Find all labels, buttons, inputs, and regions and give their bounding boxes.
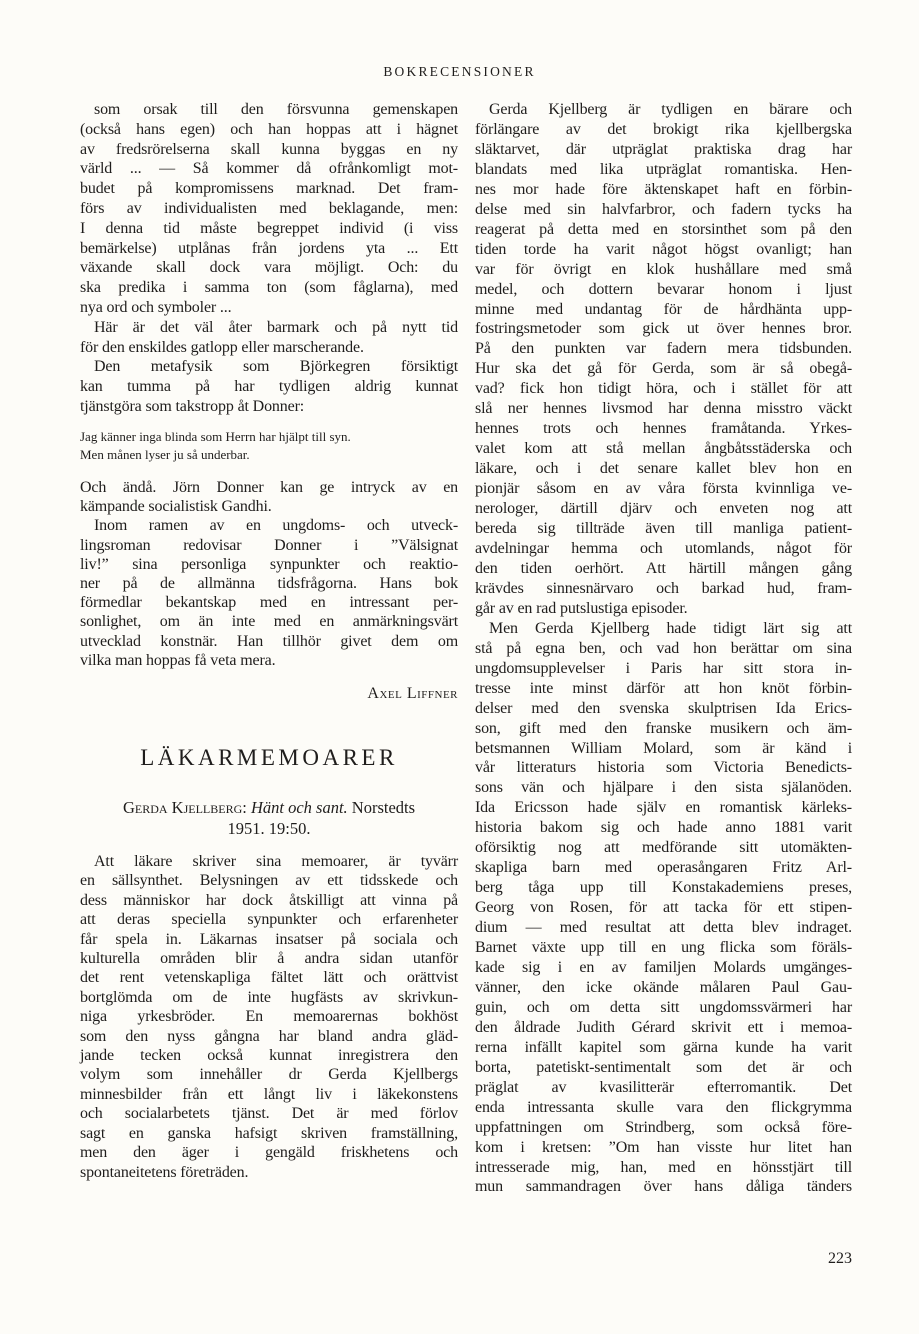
text-line: rerna infällt kapitel som gärna kunde ha varit	[475, 1038, 852, 1056]
text-line: ner på de allmänna tidsfrågorna. Hans bok	[80, 575, 458, 593]
citation-title: Hänt och sant.	[250, 798, 348, 817]
text-line: bemärkelse) utplånas från jordens yta ... Ett	[80, 239, 458, 257]
text-line: Inom ramen av en ungdoms- och utveck-	[94, 517, 458, 535]
text-line: släktarvet, där utpräglat praktiska drag har	[475, 140, 852, 158]
citation-publisher: Norstedts	[351, 798, 416, 817]
text-line: kulturella områden blir å andra sidan utanför	[80, 950, 458, 968]
text-line: reagerat på detta med en storsinthet som på den	[475, 220, 852, 238]
text-line: kan tumma på har tydligen aldrig kunnat	[80, 378, 458, 396]
text-line: mun sammandragen över hans dåliga tänders	[475, 1178, 852, 1196]
text-line: På den punkten var fadern mera tidsbunden.	[475, 340, 852, 358]
text-line: nes mor hade före äktenskapet haft en förbin-	[475, 180, 852, 198]
text-line: bereda sig tillträde även till manliga patient-	[475, 520, 852, 538]
text-line: enda intressanta skulle vara den flickgrymma	[475, 1098, 852, 1116]
text-line: pionjär såsom en av våra första kvinnliga ve-	[475, 480, 852, 498]
text-line: vad? fick hon tidigt höra, och i stället för att	[475, 380, 852, 398]
book-citation	[80, 797, 458, 839]
text-line: förlängare av det brokigt rika kjellbergska	[475, 120, 852, 138]
body-text-block	[80, 852, 458, 1182]
text-line: jande tecken också kunnat inregistrera den	[80, 1047, 458, 1065]
running-head: BOKRECENSIONER	[383, 64, 536, 79]
text-line: fostringsmetoder som gick ut över hennes bror.	[475, 320, 852, 338]
text-line: utvecklad konstnär. Han tillhör givet dem om	[80, 632, 458, 650]
text-line: var för övrigt en klok hushållare med små	[475, 260, 852, 278]
text-line: hennes trots och hennes framåtanda. Yrkes-	[475, 420, 852, 438]
text-line: ungdomsupplevelser i Paris har sitt stora in-	[475, 659, 852, 677]
text-line: vilka man hoppas få veta mera.	[80, 651, 276, 669]
text-line: sagt en ganska hafsigt skriven framställning,	[80, 1124, 458, 1142]
text-line: växande skall dock vara möjligt. Och: du	[80, 259, 458, 277]
text-line: valet kom att stå mellan ångbåtsstäderska och	[475, 440, 852, 458]
citation-year-price: 1951. 19:50.	[227, 819, 311, 838]
text-line: att deras speciella synpunkter och erfarenheter	[80, 911, 458, 929]
text-line: går av en rad putslustiga episoder.	[475, 599, 688, 617]
text-line: dium — med resultat att detta blev indraget.	[475, 919, 852, 937]
text-line: Men månen lyser ju så underbar.	[80, 447, 250, 462]
text-line: det rent vetenskapliga fältet lätt och orättvist	[80, 969, 458, 987]
text-line: Ida Ericsson hade själv en romantisk kärleks-	[475, 799, 852, 817]
text-line: vänner, den icke okände målaren Paul Gau-	[475, 978, 852, 996]
page-number: 223	[828, 1250, 852, 1267]
text-line: spontaneitetens företräden.	[80, 1163, 249, 1181]
text-line: nya ord och symboler ...	[80, 298, 232, 316]
text-line: oförsiktig nog att medförande sitt utomäkten-	[475, 839, 852, 857]
text-line: värld ... — Så kommer då ofrånkomligt mot-	[80, 160, 458, 178]
text-line: tjänstgöra som takstropp åt Donner:	[80, 397, 305, 415]
text-line: för den enskildes gatlopp eller marscherande.	[80, 338, 364, 356]
text-line: och socialarbetets tjänst. Det är med förlov	[80, 1105, 458, 1123]
text-line: kämpande socialistisk Gandhi.	[80, 498, 272, 516]
text-line: läkare, och i det senare kallet blev hon en	[475, 460, 852, 478]
text-line: delse med sin halvfarbror, och fadern tycks ha	[475, 200, 852, 218]
review-signature: Axel Liffner	[367, 685, 458, 702]
text-line: Barnet växte upp till en ung flicka som föräls-	[475, 939, 852, 957]
text-line: Den metafysik som Björkegren försiktigt	[94, 358, 458, 376]
text-line: av fredsrörelserna skall kunna byggas en ny	[80, 140, 458, 158]
text-line: tresse inte minst därför att hon knöt förbin-	[475, 679, 852, 697]
body-text-block	[475, 100, 852, 1197]
text-line: avdelningar hemma och utomlands, något för	[475, 539, 852, 557]
text-line: skapliga barn med operasångaren Fritz Arl-	[475, 859, 852, 877]
text-line: guin, och om detta sitt ungdomssvärmeri har	[475, 998, 852, 1016]
citation-author: Gerda Kjellberg:	[122, 798, 247, 817]
text-line: minne med undantag för de hårdhänta upp-	[475, 300, 852, 318]
text-line: minnesbilder från ett långt liv i läkekonstens	[80, 1085, 458, 1103]
text-line: niga yrkesbröder. En memoarernas bokhöst	[80, 1008, 458, 1026]
text-line: Här är det väl åter barmark och på nytt tid	[94, 318, 458, 336]
text-line: intresserade mig, han, med en hönsstjärt till	[475, 1158, 852, 1176]
text-line: krävdes sinnesnärvaro och barkad hud, fram-	[475, 579, 852, 597]
text-line: lingsroman redovisar Donner i ”Välsignat	[80, 536, 458, 554]
text-line: liv!” sina personliga synpunkter och reaktio-	[80, 555, 458, 573]
text-line: en sällsynthet. Belysningen av ett tidsskede och	[80, 872, 458, 890]
text-line: Hur ska det gå för Gerda, som är så obegå-	[475, 360, 852, 378]
text-line: kade sig i en av familjen Molards umgänges-	[475, 958, 852, 976]
text-line: nerologer, därtill djärv och enveten nog att	[475, 500, 852, 518]
text-line: dess människor har dock åtskilligt att vinna på	[80, 891, 458, 909]
text-line: ska predika i samma ton (som fåglarna), med	[80, 279, 458, 297]
text-line: uppfattningen om Strindberg, som också före-	[475, 1118, 852, 1136]
text-line: den åldrade Judith Gérard skrivit ett i memoa-	[475, 1018, 852, 1036]
text-line: blandats med lika utpräglat romantiska. Hen-	[475, 160, 852, 178]
text-line: medel, och dottern bevarar honom i ljust	[475, 280, 852, 298]
body-text-block	[80, 478, 458, 670]
text-line: får spela in. Läkarnas insatser på sociala och	[80, 930, 458, 948]
text-line: Men Gerda Kjellberg hade tidigt lärt sig att	[489, 619, 852, 637]
text-line: förmedlar bekantskap med en intressant per-	[80, 594, 458, 612]
text-line: I denna tid måste begreppet individ (i viss	[80, 219, 458, 237]
text-line: sons vän och hjälpare i den sista själanöden.	[475, 779, 852, 797]
text-line: volym som innehåller dr Gerda Kjellbergs	[80, 1066, 458, 1084]
text-line: delser med den svenska skulptrisen Ida Erics-	[475, 699, 852, 717]
text-line: betsmannen William Molard, som är känd i	[475, 739, 852, 757]
text-line: den tiden oerhört. Att härtill mången gång	[475, 559, 852, 577]
text-line: son, gift med den franske musikern och äm-	[475, 719, 852, 737]
text-line: präglat av kvasilitterär efterromantik. Det	[475, 1078, 852, 1096]
section-heading: LÄKARMEMOARER	[140, 745, 398, 770]
text-line: kom i kretsen: ”Om han visste hur litet han	[475, 1138, 852, 1156]
text-line: budet på kompromissens marknad. Det fram-	[80, 180, 458, 198]
text-line: stå på egna ben, och vad hon berättar om sina	[475, 639, 852, 657]
text-line: som den nyss gångna har bland andra gläd-	[80, 1027, 458, 1045]
text-line: Jag känner inga blinda som Herrn har hjälpt till syn.	[80, 429, 351, 444]
text-line: Gerda Kjellberg är tydligen en bärare och	[489, 101, 852, 118]
text-line: borta, patetiskt-sentimentalt som det är och	[475, 1058, 852, 1076]
text-line: som orsak till den försvunna gemenskapen	[94, 101, 458, 118]
text-line: Georg von Rosen, för att tacka för ett stipen-	[475, 899, 852, 917]
quoted-poem	[80, 428, 458, 464]
text-line: förs av individualisten med beklagande, men:	[80, 199, 458, 217]
body-text-block	[80, 100, 458, 417]
text-line: historia bakom sig och hade anno 1881 varit	[475, 819, 852, 837]
text-line: Och ändå. Jörn Donner kan ge intryck av en	[80, 479, 458, 496]
text-line: men den äger i gengäld friskhetens och	[80, 1144, 458, 1162]
text-line: vår litteraturs historia som Victoria Benedicts-	[475, 759, 852, 777]
text-line: (också hans egen) och han hoppas att i hägnet	[80, 120, 458, 138]
text-line: bortglömda om de inte hugfästs av skrivkun-	[80, 988, 458, 1006]
text-line: Att läkare skriver sina memoarer, är tyvärr	[94, 853, 458, 870]
text-line: berg tåga upp till Konstakademiens preses,	[475, 879, 852, 897]
text-line: tiden torde ha varit något högst ovanligt; han	[475, 240, 852, 258]
text-line: slå ner hennes livsmod har denna misstro väckt	[475, 400, 852, 418]
text-line: sonlighet, om än inte med en anmärkningsvärt	[80, 613, 458, 631]
